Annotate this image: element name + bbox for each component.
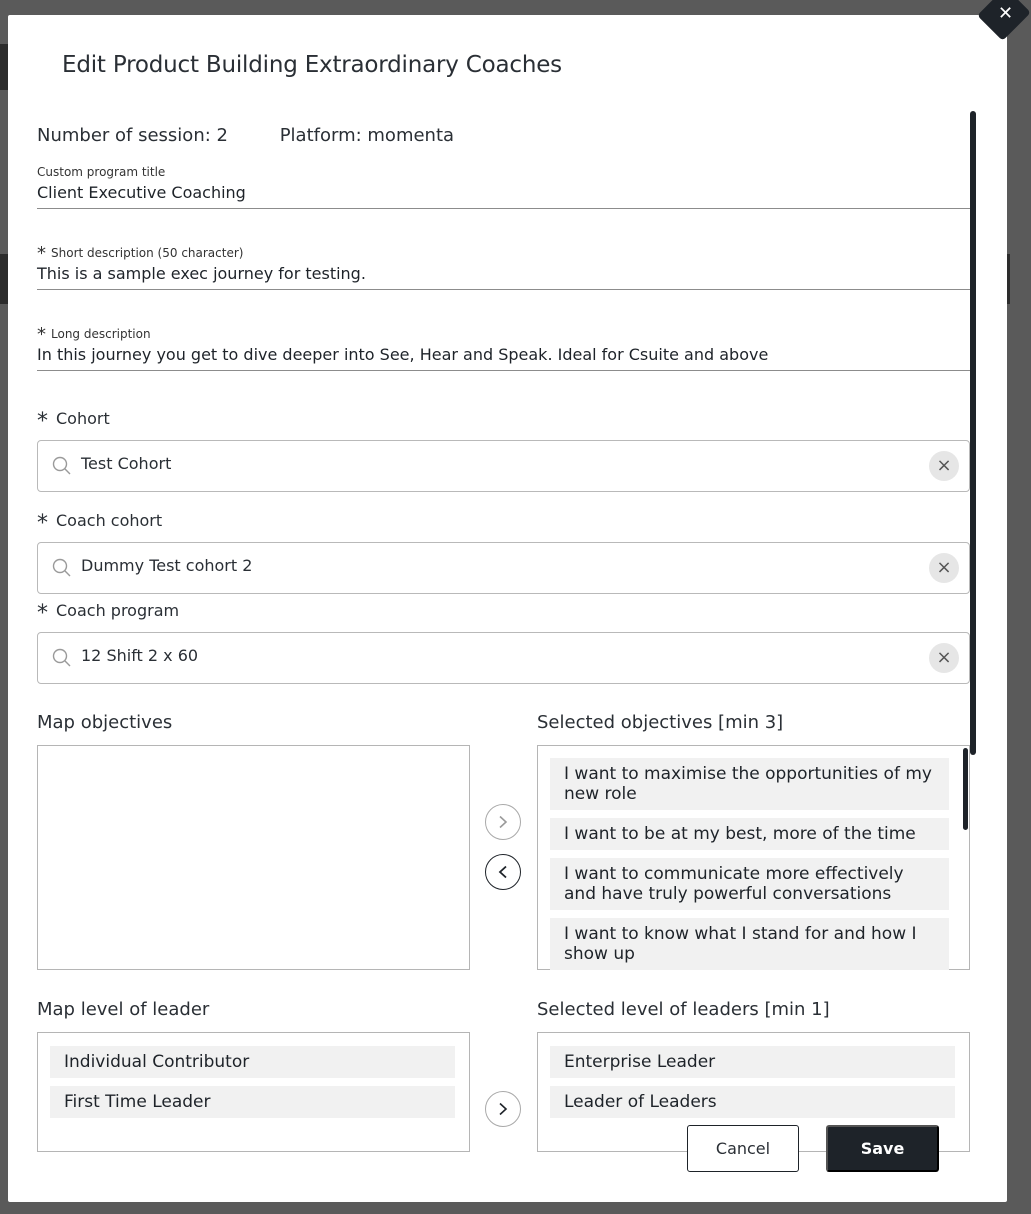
add-leader-level-button[interactable]: [485, 1091, 521, 1127]
search-icon: [52, 648, 72, 668]
cohort-value: Test Cohort: [81, 454, 172, 473]
selected-leader-level-item[interactable]: Leader of Leaders: [550, 1086, 955, 1118]
required-marker: *: [37, 243, 46, 264]
map-level-of-leader-label: Map level of leader: [37, 999, 210, 1020]
program-meta: [37, 125, 500, 146]
available-leader-levels-list[interactable]: [37, 1032, 470, 1152]
add-objective-button[interactable]: [485, 804, 521, 840]
short-description-label: [37, 243, 970, 264]
selected-level-of-leaders-label: Selected level of leaders [min 1]: [537, 999, 830, 1020]
long-description-field[interactable]: [37, 324, 970, 371]
selected-objective-item[interactable]: I want to be at my best, more of the time: [550, 818, 949, 850]
cohort-label: [37, 408, 110, 434]
required-marker: *: [37, 324, 46, 345]
search-icon: [52, 456, 72, 476]
objectives-scrollbar[interactable]: [963, 748, 968, 830]
map-objectives-label: Map objectives: [37, 712, 173, 733]
coach-cohort-label: [37, 510, 163, 536]
required-marker: *: [37, 408, 48, 434]
close-icon[interactable]: ✕: [998, 3, 1014, 24]
clear-coach-cohort-button[interactable]: ×: [929, 553, 959, 583]
search-icon: [52, 558, 72, 578]
leader-level-item[interactable]: First Time Leader: [50, 1086, 455, 1118]
selected-objective-item[interactable]: I want to communicate more effectively and have truly powerful conversations: [550, 858, 949, 910]
available-objectives-list[interactable]: [37, 745, 470, 970]
coach-program-select[interactable]: [37, 632, 970, 684]
selected-objectives-label: Selected objectives [min 3]: [537, 712, 784, 733]
platform-label: Platform: momenta: [279, 125, 455, 146]
save-button[interactable]: Save: [826, 1125, 939, 1172]
remove-objective-button[interactable]: [485, 854, 521, 890]
coach-cohort-label-text: Coach cohort: [56, 511, 163, 530]
long-description-value[interactable]: In this journey you get to dive deeper into See, Hear and Speak. Ideal for Csuite and above: [37, 345, 769, 364]
cohort-label-text: Cohort: [56, 409, 110, 428]
selected-objective-item[interactable]: I want to know what I stand for and how I show up: [550, 918, 949, 970]
chevron-left-icon: [496, 865, 510, 879]
required-marker: *: [37, 600, 48, 626]
modal-title: Edit Product Building Extraordinary Coaches: [62, 52, 562, 78]
cohort-select[interactable]: [37, 440, 970, 492]
clear-coach-program-button[interactable]: ×: [929, 643, 959, 673]
long-description-label: [37, 324, 970, 345]
coach-program-value: 12 Shift 2 x 60: [81, 646, 199, 665]
selected-objectives-list[interactable]: [537, 745, 970, 970]
short-description-value[interactable]: This is a sample exec journey for testing.: [37, 264, 366, 283]
selected-objective-item[interactable]: I want to maximise the opportunities of my new role: [550, 758, 949, 810]
leader-level-item[interactable]: Individual Contributor: [50, 1046, 455, 1078]
long-description-label-text: Long description: [51, 327, 151, 341]
required-marker: *: [37, 510, 48, 536]
session-count: Number of session: 2: [37, 125, 228, 146]
coach-cohort-select[interactable]: [37, 542, 970, 594]
cancel-button[interactable]: Cancel: [687, 1125, 799, 1172]
clear-cohort-button[interactable]: ×: [929, 451, 959, 481]
custom-program-title-value[interactable]: Client Executive Coaching: [37, 183, 246, 202]
edit-product-modal: [8, 15, 1007, 1202]
coach-cohort-value: Dummy Test cohort 2: [81, 556, 253, 575]
short-description-label-text: Short description (50 character): [51, 246, 244, 260]
coach-program-label-text: Coach program: [56, 601, 180, 620]
selected-leader-level-item[interactable]: Enterprise Leader: [550, 1046, 955, 1078]
modal-scroll-area[interactable]: [8, 111, 1007, 1112]
custom-program-title-label: Custom program title: [37, 165, 166, 179]
custom-program-title-field[interactable]: [37, 165, 970, 209]
modal-scrollbar[interactable]: [970, 111, 976, 755]
chevron-right-icon: [496, 1102, 510, 1116]
short-description-field[interactable]: [37, 243, 970, 290]
chevron-right-icon: [496, 815, 510, 829]
coach-program-label: [37, 600, 180, 626]
